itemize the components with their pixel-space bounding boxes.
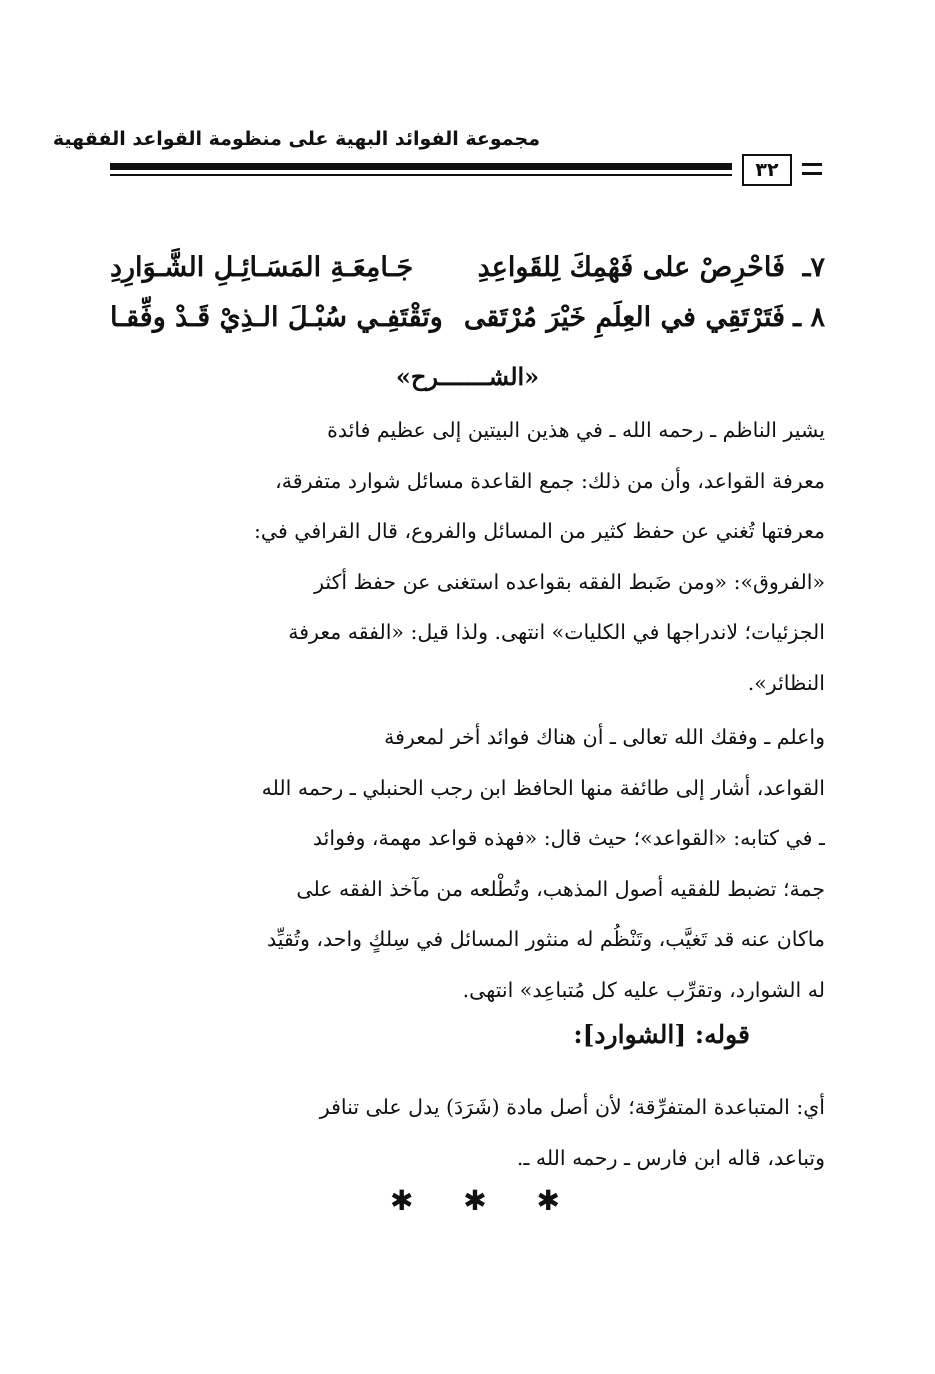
paragraph-line: ماكان عنه قد تَغيَّب، وتَنْظُم له منثور المسائل في سِلكٍ واحد، وتُقيِّد xyxy=(266,927,825,951)
header-rule-thick xyxy=(110,163,732,170)
paragraph-line: أي: المتباعدة المتفرِّقة؛ لأن أصل مادة (شَرَدَ) يدل على تنافر xyxy=(319,1095,825,1119)
page-number-dash-top xyxy=(802,163,822,166)
paragraph-line: النظائر». xyxy=(747,670,825,695)
paragraph-1 xyxy=(110,405,825,708)
paragraph-line: معرفة القواعد، وأن من ذلك: جمع القاعدة مسائل شوارد متفرقة، xyxy=(275,468,825,493)
paragraph-3 xyxy=(110,1082,825,1183)
paragraph-line: الجزئيات؛ لاندراجها في الكليات» انتهى. ولذا قيل: «الفقه معرفة xyxy=(288,620,825,644)
star-icon: ✱ xyxy=(536,1184,560,1217)
paragraph-line: القواعد، أشار إلى طائفة منها الحافظ ابن رجب الحنبلي ـ رحمه الله xyxy=(261,775,825,800)
page-number-dash-bottom xyxy=(802,172,822,175)
star-icon: ✱ xyxy=(463,1184,487,1217)
verse-first-hemistich: فَاحْرِصْ على فَهْمِكَ لِلقَواعِدِ xyxy=(477,252,785,283)
page-number: ٣٢ xyxy=(742,154,792,186)
paragraph-line: واعلم ـ وفقك الله تعالى ـ أن هناك فوائد أخر لمعرفة xyxy=(384,725,825,749)
header-rule-thin xyxy=(110,174,732,176)
paragraph-line: له الشوارد، وتقرِّب عليه كل مُتباعِد» انتهى. xyxy=(462,977,825,1002)
star-icon: ✱ xyxy=(390,1184,414,1217)
verse-7 xyxy=(110,248,825,298)
verse-second-hemistich: وتَقْتَفِـي سُبْـلَ الـذِيْ قَـدْ وفِّقـا xyxy=(110,302,443,333)
verse-number: ٨ ـ xyxy=(793,302,825,333)
running-header-title: مجموعة الفوائد البهية على منظومة القواعد الفقهية xyxy=(52,128,540,150)
verse-number: ٧ـ xyxy=(802,252,825,283)
paragraph-line: جمة؛ تضبط للفقيه أصول المذهب، وتُطْلعه من مآخذ الفقه على xyxy=(296,876,825,901)
verse-8 xyxy=(110,298,825,348)
paragraph-line: ـ في كتابه: «القواعد»؛ حيث قال: «فهذه قواعد مهمة، وفوائد xyxy=(312,826,825,850)
section-divider-stars xyxy=(390,1184,560,1217)
verse-first-hemistich: فَتَرْتَقِي في العِلَمِ خَيْرَ مُرْتَقى xyxy=(463,302,785,333)
paragraph-2 xyxy=(110,712,825,1015)
section-title-explanation: «الشـــــــرح» xyxy=(395,362,540,391)
verse-second-hemistich: جَـامِعَـةِ المَسَـائِـلِ الشَّـوَارِدِ xyxy=(110,252,414,283)
paragraph-line: وتباعد، قاله ابن فارس ـ رحمه الله ـ. xyxy=(516,1145,825,1170)
paragraph-line: «الفروق»: «ومن ضَبط الفقه بقواعده استغنى عن حفظ أكثر xyxy=(314,569,825,594)
sub-heading-quote: قوله: [الشوارد]: xyxy=(573,1020,750,1049)
paragraph-line: يشير الناظم ـ رحمه الله ـ في هذين البيتين إلى عظيم فائدة xyxy=(327,418,825,442)
paragraph-line: معرفتها تُغني عن حفظ كثير من المسائل والفروع، قال القرافي في: xyxy=(253,519,825,543)
